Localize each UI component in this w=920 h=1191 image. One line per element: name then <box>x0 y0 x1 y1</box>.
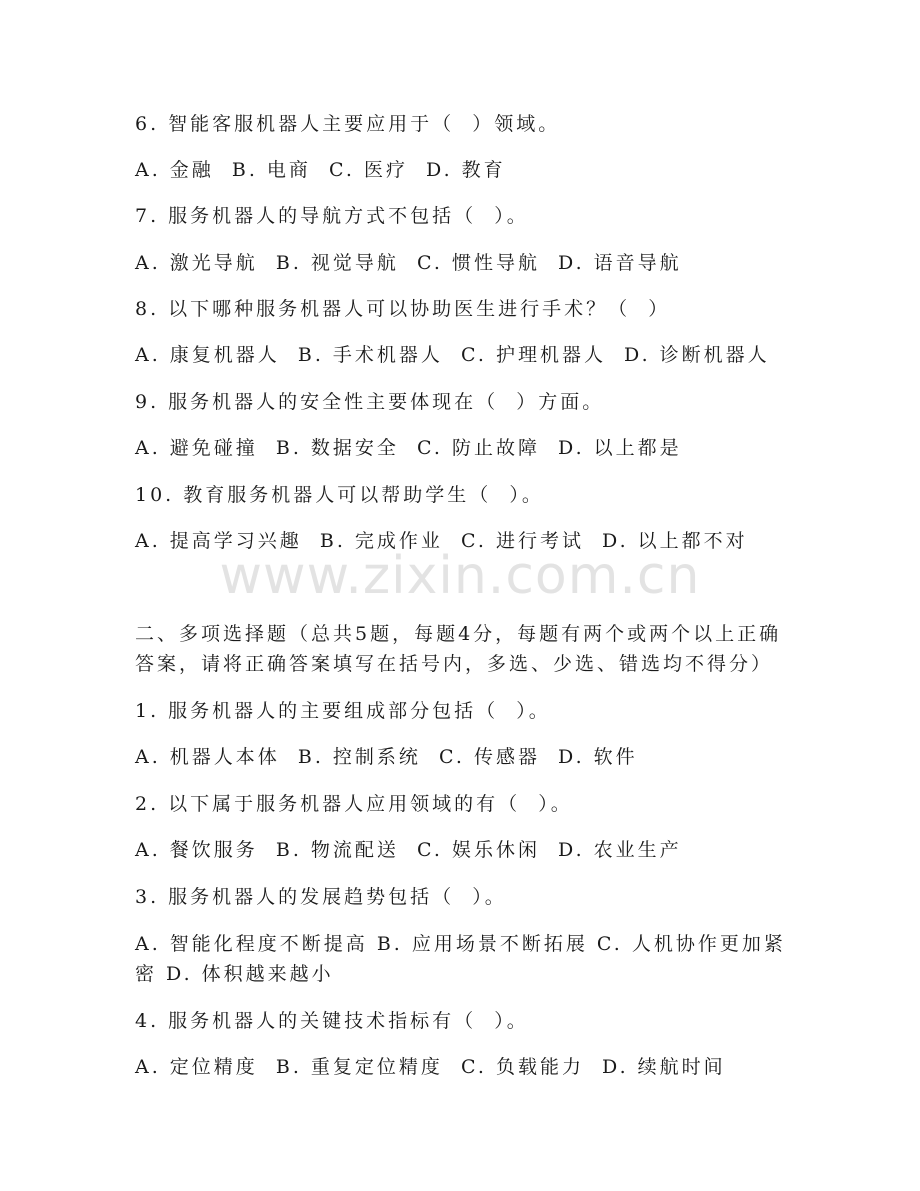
question-6-options: A. 金融 B. 电商 C. 医疗 D. 教育 <box>135 159 506 181</box>
question-7-options: A. 激光导航 B. 视觉导航 C. 惯性导航 D. 语音导航 <box>135 252 682 274</box>
multi-question-4-options: A. 定位精度 B. 重复定位精度 C. 负载能力 D. 续航时间 <box>135 1056 726 1078</box>
multi-question-3-options: A. 智能化程度不断提高 B. 应用场景不断拓展 C. 人机协作更加紧密 D. 体积越来越小 <box>135 933 786 985</box>
watermark: www.zixin.com.cn <box>219 546 701 606</box>
multi-question-3: 3. 服务机器人的发展趋势包括（ ）。 <box>135 886 507 908</box>
question-10-options: A. 提高学习兴趣 B. 完成作业 C. 进行考试 D. 以上都不对 <box>135 530 748 552</box>
question-8-options: A. 康复机器人 B. 手术机器人 C. 护理机器人 D. 诊断机器人 <box>135 344 770 366</box>
multi-question-4: 4. 服务机器人的关键技术指标有（ ）。 <box>135 1010 529 1032</box>
question-7: 7. 服务机器人的导航方式不包括（ ）。 <box>135 205 529 227</box>
multi-question-2: 2. 以下属于服务机器人应用领域的有（ ）。 <box>135 793 573 815</box>
question-6: 6. 智能客服机器人主要应用于（ ）领域。 <box>135 113 561 135</box>
multi-question-1: 1. 服务机器人的主要组成部分包括（ ）。 <box>135 700 551 722</box>
section-2-header: 二、多项选择题（总共5题，每题4分，每题有两个或两个以上正确答案，请将正确答案填写在括号内，多选、少选、错选均不得分） <box>135 623 782 675</box>
multi-question-2-options: A. 餐饮服务 B. 物流配送 C. 娱乐休闲 D. 农业生产 <box>135 839 682 861</box>
question-9-options: A. 避免碰撞 B. 数据安全 C. 防止故障 D. 以上都是 <box>135 437 682 459</box>
question-9: 9. 服务机器人的安全性主要体现在（ ）方面。 <box>135 391 605 413</box>
question-8: 8. 以下哪种服务机器人可以协助医生进行手术？（ ） <box>135 298 671 320</box>
multi-question-1-options: A. 机器人本体 B. 控制系统 C. 传感器 D. 软件 <box>135 746 638 768</box>
question-10: 10. 教育服务机器人可以帮助学生（ ）。 <box>135 484 544 506</box>
